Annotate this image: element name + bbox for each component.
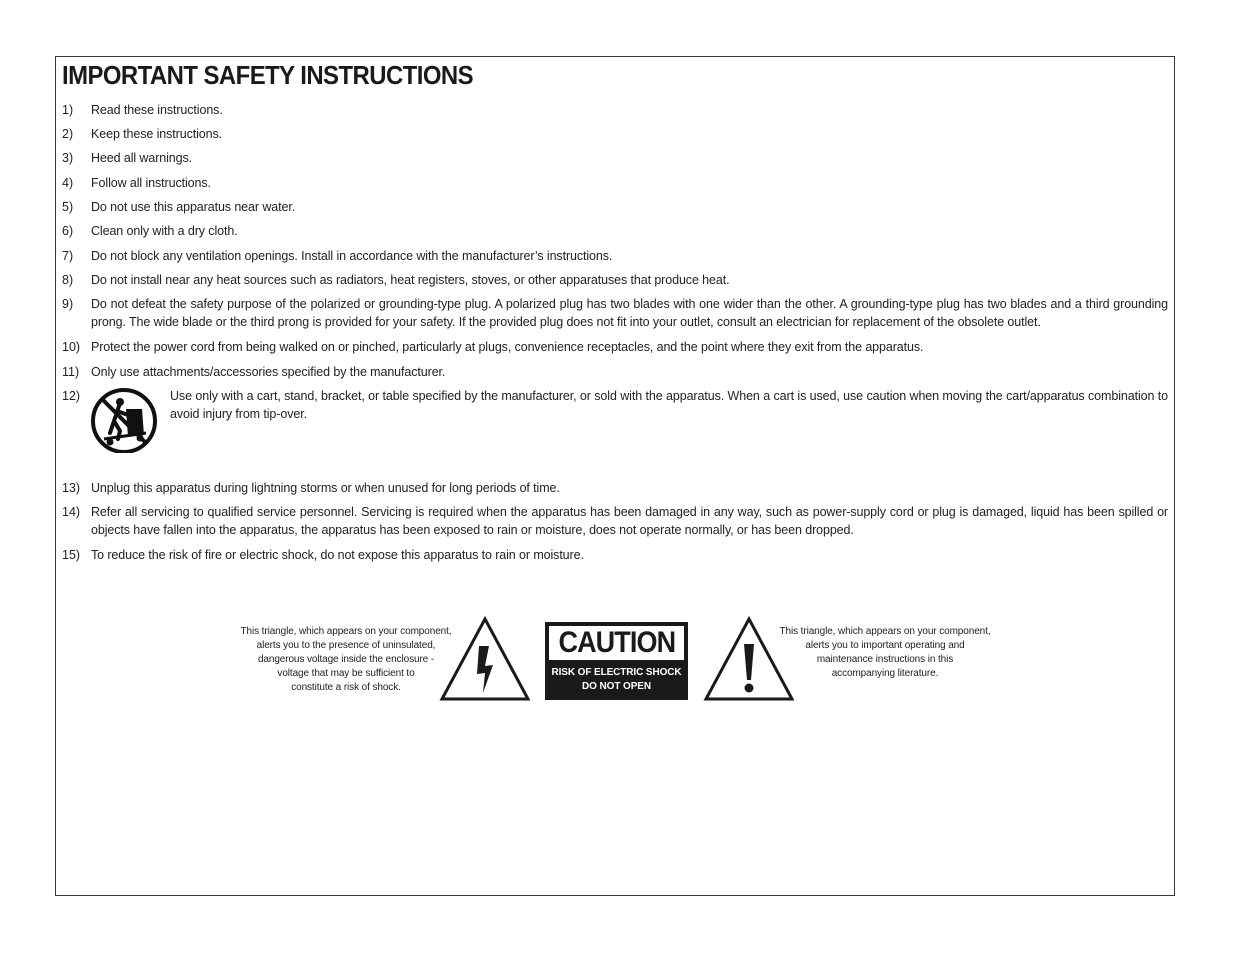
instruction-number: 10): [62, 340, 81, 354]
instruction-text: Refer all servicing to qualified service personnel. Servicing is required when the apparatus has been damaged in any way, such as power-supply cord or plug is damaged, liquid has been spilled or objects have fallen into the apparatus, the apparatus has been exposed to rain or moisture, does not operate normally, or has been dropped.: [91, 505, 1168, 537]
voltage-warning-line: alerts you to the presence of uninsulated,: [256, 640, 436, 651]
instruction-number: 15): [62, 548, 81, 562]
instruction-item-12: [62, 387, 1168, 423]
instruction-item-10: [62, 338, 1168, 356]
lightning-triangle-icon: [439, 616, 531, 702]
exclamation-warning-text: [765, 625, 1005, 681]
instruction-text: Follow all instructions.: [91, 176, 211, 190]
voltage-warning-line: This triangle, which appears on your component,: [240, 626, 452, 637]
instruction-number: 13): [62, 481, 81, 495]
instruction-text: Only use attachments/accessories specified by the manufacturer.: [91, 365, 446, 379]
cart-tip-over-warning-icon: [90, 387, 158, 453]
caution-word: CAUTION: [558, 626, 675, 659]
instruction-item-6: [62, 222, 1168, 240]
caution-label: [545, 622, 688, 700]
voltage-warning-line: voltage that may be sufficient to: [277, 668, 415, 679]
instruction-text: Do not install near any heat sources such as radiators, heat registers, stoves, or other apparatuses that produce heat.: [91, 273, 730, 287]
instruction-item-14: [62, 503, 1168, 539]
voltage-warning-text: [226, 625, 466, 695]
instruction-item-2: [62, 125, 1168, 143]
exclamation-warning-line: maintenance instructions in this: [816, 654, 954, 665]
instruction-number: 8): [62, 273, 74, 287]
instruction-number: 2): [62, 127, 74, 141]
exclamation-warning-line: accompanying literature.: [831, 668, 939, 679]
instruction-number: 11): [62, 365, 80, 379]
instruction-number: 9): [62, 297, 74, 311]
caution-subtext-line-2: DO NOT OPEN: [582, 681, 651, 692]
voltage-warning-line: constitute a risk of shock.: [291, 682, 401, 693]
instruction-item-9: [62, 295, 1168, 331]
instruction-item-15: [62, 546, 1168, 564]
instruction-text: Unplug this apparatus during lightning storms or when unused for long periods of time.: [91, 481, 560, 495]
instruction-item-1: [62, 101, 1168, 119]
exclamation-warning-line: alerts you to important operating and: [805, 640, 965, 651]
instruction-number: 4): [62, 176, 74, 190]
instruction-number: 5): [62, 200, 74, 214]
instruction-number: 6): [62, 224, 74, 238]
instruction-text: Read these instructions.: [91, 103, 223, 117]
instruction-number: 3): [62, 151, 74, 165]
caution-subtext: [548, 666, 685, 694]
instruction-text: To reduce the risk of fire or electric shock, do not expose this apparatus to rain or moisture.: [91, 548, 584, 562]
instruction-text: Use only with a cart, stand, bracket, or table specified by the manufacturer, or sold with the apparatus. When a cart is used, use caution when moving the cart/apparatus combination to avoid injury from tip-over.: [170, 389, 1168, 421]
instruction-item-3: [62, 149, 1168, 167]
instruction-text: Protect the power cord from being walked on or pinched, particularly at plugs, convenience receptacles, and the point where they exit from the apparatus.: [91, 340, 924, 354]
instruction-item-13: [62, 479, 1168, 497]
instruction-text: Clean only with a dry cloth.: [91, 224, 238, 238]
instruction-item-11: [62, 363, 1168, 381]
instruction-number: 7): [62, 249, 74, 263]
instruction-item-5: [62, 198, 1168, 216]
instruction-text: Keep these instructions.: [91, 127, 223, 141]
page-title: IMPORTANT SAFETY INSTRUCTIONS: [62, 60, 474, 90]
instruction-text: Do not use this apparatus near water.: [91, 200, 296, 214]
instruction-number: 12): [62, 389, 81, 403]
caution-subtext-line-1: RISK OF ELECTRIC SHOCK: [551, 667, 682, 678]
instruction-item-7: [62, 247, 1168, 265]
caution-word-panel: [548, 625, 685, 661]
instruction-item-8: [62, 271, 1168, 289]
instruction-number: 1): [62, 103, 74, 117]
instruction-text: Do not defeat the safety purpose of the polarized or grounding-type plug. A polarized plug has two blades with one wider than the other. A grounding-type plug has two blades and a third grounding prong. The wide blade or the third prong is provided for your safety. If the provided plug does not fit into your outlet, consult an electrician for replacement of the obsolete outlet.: [91, 297, 1168, 329]
instruction-text: Heed all warnings.: [91, 151, 193, 165]
exclamation-warning-line: This triangle, which appears on your component,: [779, 626, 991, 637]
instruction-text: Do not block any ventilation openings. Install in accordance with the manufacturer’s instructions.: [91, 249, 613, 263]
instruction-item-4: [62, 174, 1168, 192]
instruction-number: 14): [62, 505, 81, 519]
voltage-warning-line: dangerous voltage inside the enclosure -: [257, 654, 435, 665]
